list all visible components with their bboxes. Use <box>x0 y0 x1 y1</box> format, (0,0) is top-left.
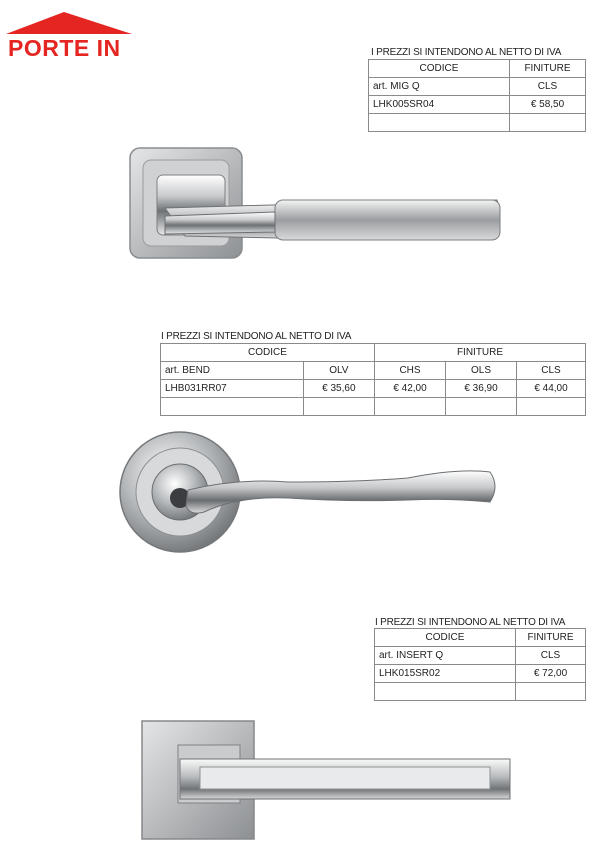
finish-label: CHS <box>375 362 446 380</box>
price-value: € 72,00 <box>516 665 586 683</box>
price-table <box>160 343 586 416</box>
brand-name: PORTE IN <box>8 35 121 61</box>
price-table <box>368 59 586 132</box>
finish-label: OLS <box>446 362 517 380</box>
column-header-finiture: FINITURE <box>375 344 586 362</box>
column-header-finiture: FINITURE <box>516 629 586 647</box>
column-header-codice: CODICE <box>375 629 516 647</box>
product-code: LHK005SR04 <box>369 96 510 114</box>
finish-label: CLS <box>517 362 586 380</box>
column-header-codice: CODICE <box>161 344 375 362</box>
roof-logo-icon <box>6 10 136 36</box>
vat-note: I PREZZI SI INTENDONO AL NETTO DI IVA <box>375 617 566 628</box>
price-table <box>374 628 586 701</box>
product-code: LHK015SR02 <box>375 665 516 683</box>
price-value: € 58,50 <box>510 96 586 114</box>
column-header-codice: CODICE <box>369 60 510 78</box>
vat-note: I PREZZI SI INTENDONO AL NETTO DI IVA <box>371 47 562 58</box>
product-image-insert-q <box>138 715 518 845</box>
finish-label: CLS <box>510 78 586 96</box>
article-name: art. INSERT Q <box>375 647 516 665</box>
vat-note: I PREZZI SI INTENDONO AL NETTO DI IVA <box>161 331 352 342</box>
price-value: € 36,90 <box>446 380 517 398</box>
price-value: € 44,00 <box>517 380 586 398</box>
product-image-bend <box>118 430 508 560</box>
product-image-mig-q <box>125 140 505 265</box>
finish-label: CLS <box>516 647 586 665</box>
price-value: € 42,00 <box>375 380 446 398</box>
price-value: € 35,60 <box>303 380 374 398</box>
column-header-finiture: FINITURE <box>510 60 586 78</box>
finish-label: OLV <box>303 362 374 380</box>
article-name: art. BEND <box>161 362 304 380</box>
article-name: art. MIG Q <box>369 78 510 96</box>
product-code: LHB031RR07 <box>161 380 304 398</box>
brand-logo <box>6 10 136 62</box>
